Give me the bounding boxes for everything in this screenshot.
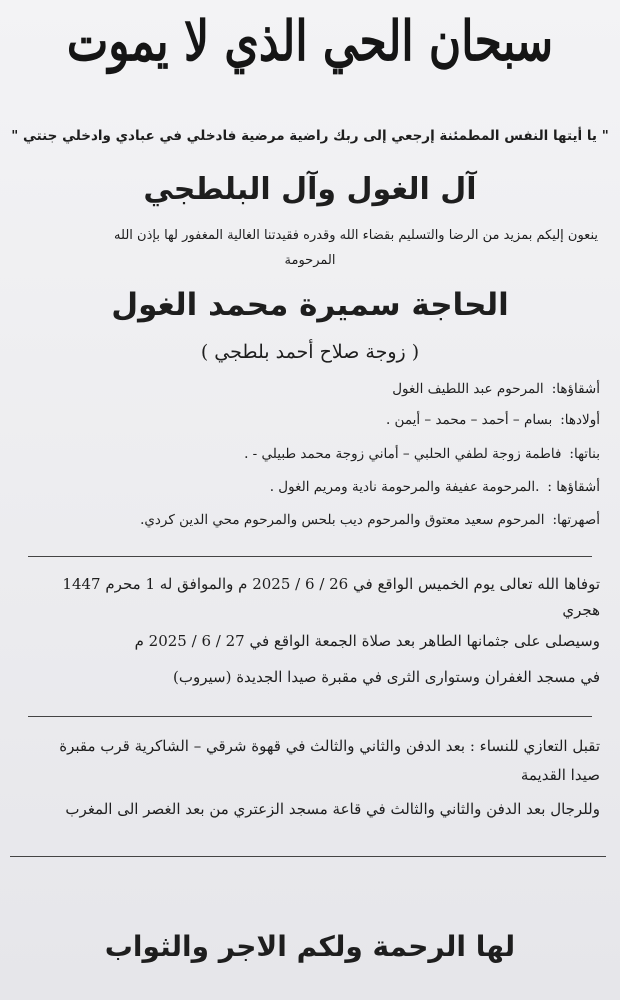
quran-verse: " يا أيتها النفس المطمئنة إرجعي إلى ربك راضية مرضية فادخلي في عبادي وادخلي جنتي "	[11, 128, 609, 144]
relatives-value: المرحوم سعيد معتوق والمرحوم ديب بلحس والمرحوم محي الدين كردي.	[140, 512, 545, 528]
relatives-label: بناتها:	[569, 446, 600, 462]
divider	[10, 856, 606, 857]
condolences-women-line-2: صيدا القديمة	[520, 766, 600, 784]
relatives-value: فاطمة زوجة لطفي الحلبي – أماني زوجة محمد طبيلي - .	[244, 446, 562, 462]
divider	[28, 556, 592, 557]
burial-line: في مسجد الغفران وستوارى الثرى في مقبرة صيدا الجديدة (سيروب)	[172, 668, 600, 686]
intro-line-2: المرحومة	[284, 253, 336, 268]
deceased-name: الحاجة سميرة محمد الغول	[111, 287, 509, 323]
relatives-value: المرحوم عبد اللطيف الغول	[392, 381, 544, 397]
relatives-label: أولادها:	[560, 412, 600, 428]
closing-prayer: لها الرحمة ولكم الاجر والثواب	[104, 930, 516, 963]
intro-line-1: ينعون إليكم بمزيد من الرضا والتسليم بقضاء الله وقدره فقيدتنا الغالية المغفور لها بإذن الله	[114, 228, 598, 243]
relatives-label: أشقاؤها :	[547, 479, 600, 495]
relatives-row	[386, 412, 600, 428]
calligraphy-heading: سبحان الحي الذي لا يموت	[66, 10, 554, 74]
relatives-row	[140, 512, 600, 528]
death-date-line-2: هجري	[562, 601, 600, 619]
condolences-women-line: تقبل التعازي للنساء : بعد الدفن والثاني والثالث في قهوة شرقي – الشاكرية قرب مقبرة	[59, 737, 600, 755]
condolences-men-line: وللرجال بعد الدفن والثاني والثالث في قاعة مسجد الزعتري من بعد الغصر الى المغرب	[65, 800, 600, 818]
divider	[28, 716, 592, 717]
spouse-line: ( زوجة صلاح أحمد بلطجي )	[200, 341, 420, 363]
relatives-value: .المرحومة عفيفة والمرحومة نادية ومريم الغول .	[269, 479, 540, 495]
relatives-row	[270, 479, 600, 495]
relatives-value: بسام – أحمد – محمد – أيمن .	[385, 412, 553, 428]
relatives-label: أشقاؤها:	[551, 381, 600, 397]
family-names: آل الغول وآل البلطجي	[143, 172, 477, 207]
relatives-label: أصهرتها:	[552, 512, 600, 528]
relatives-row	[392, 381, 600, 397]
funeral-prayer-line: وسيصلى على جثمانها الطاهر بعد صلاة الجمعة الواقع في 27 / 6 / 2025 م	[134, 632, 600, 650]
relatives-row	[244, 446, 600, 462]
death-date-line: توفاها الله تعالى يوم الخميس الواقع في 26 / 6 / 2025 م والموافق له 1 محرم 1447	[62, 575, 600, 593]
